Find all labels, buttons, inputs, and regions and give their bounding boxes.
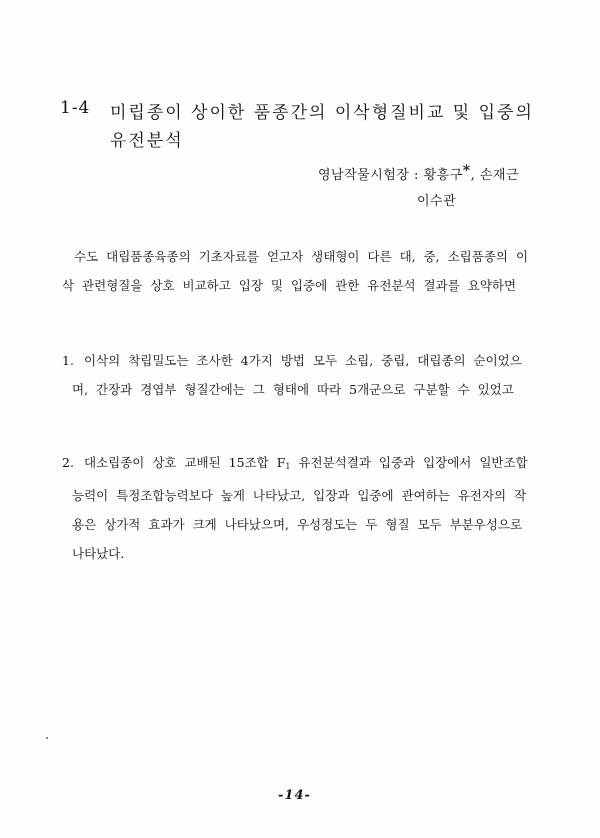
intro-paragraph xyxy=(62,242,540,300)
section-number: 1-4 xyxy=(60,98,91,118)
affiliation: 영남작물시험장 xyxy=(318,168,410,183)
list-item-number: 2. xyxy=(62,455,74,470)
list-item xyxy=(62,448,530,568)
list-item-text-content: 유전분석결과 입중과 입장에서 일반조합능력이 특정조합능력보다 높게 나타났고, 입장과 입중에 관여하는 유전자의 작용은 상가적 효과가 크게 나타났으며, 우성정도는 두 형질 모두 부분우성으로 나타났다. xyxy=(72,455,528,561)
author-line xyxy=(318,163,519,183)
list-item-text xyxy=(72,346,530,404)
list-item-text xyxy=(72,448,530,568)
author-name: 황흥구 xyxy=(423,168,463,183)
corresponding-author-mark: * xyxy=(462,163,471,179)
list-item-text-content: 대소립종이 상호 교배된 15조합 F xyxy=(84,455,286,470)
scan-speck xyxy=(46,737,48,739)
affiliation-separator: : xyxy=(414,168,419,183)
author-name: 이수관 xyxy=(417,194,457,209)
subscript: 1 xyxy=(285,462,291,471)
list-item-text-content: 이삭의 착립밀도는 조사한 4가지 방법 모두 소립, 중립, 대립종의 순이었으며, 간장과 경엽부 형질간에는 그 형태에 따라 5개군으로 구분할 수 있었고 xyxy=(72,353,522,397)
section-title-line1: 미립종이 상이한 품종간의 이삭형질비교 및 입중의 xyxy=(110,103,534,123)
list-item xyxy=(62,346,530,404)
author-line xyxy=(417,190,456,209)
intro-text: 수도 대립품종육종의 기초자료를 얻고자 생태형이 다른 대, 중, 소립품종의 이삭 관련형질을 상호 비교하고 입장 및 입중에 관한 유전분석 결과를 요약하면 xyxy=(62,249,529,293)
list-item-number: 1. xyxy=(62,353,74,368)
page-number: -14- xyxy=(278,788,311,803)
author-name: , 손재근 xyxy=(470,168,520,183)
section-title-line2: 유전분석 xyxy=(110,131,184,151)
